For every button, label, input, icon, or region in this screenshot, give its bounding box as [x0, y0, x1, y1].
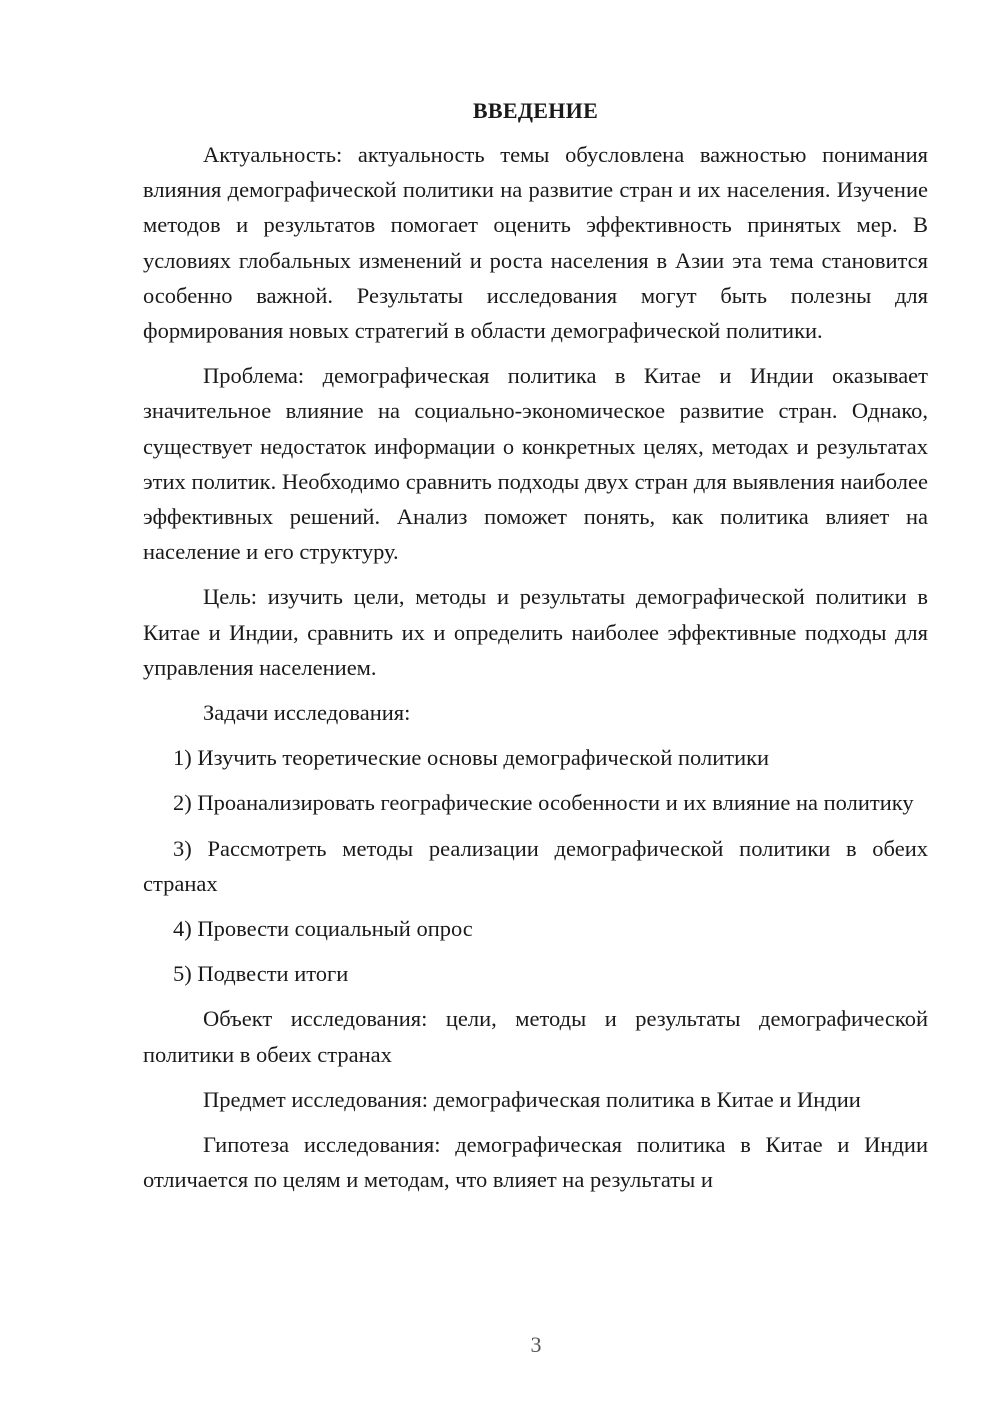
paragraph-relevance: Актуальность: актуальность темы обусловлена важностью понимания влияния демографической политики на развитие стран и их населения. Изучение методов и результатов помогает оценить эффективность принятых мер. В условиях глобальных изменений и роста населения в Азии эта тема становится особенно важной. Результаты исследования могут быть полезны для формирования новых стратегий в области демографической политики.	[143, 142, 928, 344]
page-number: 3	[530, 1332, 542, 1357]
task-item-2: 2) Проанализировать географические особенности и их влияние на политику	[173, 790, 914, 816]
paragraph-subject: Предмет исследования: демографическая политика в Китае и Индии	[203, 1086, 861, 1112]
page-content	[143, 95, 928, 1207]
task-item-1: 1) Изучить теоретические основы демографической политики	[173, 745, 770, 771]
task-item-5: 5) Подвести итоги	[173, 961, 349, 987]
task-item-3: 3) Рассмотреть методы реализации демографической политики в обеих странах	[143, 835, 928, 896]
task-item-4: 4) Провести социальный опрос	[173, 916, 473, 942]
paragraph-object: Объект исследования: цели, методы и результаты демографической политики в обеих странах	[143, 1006, 928, 1067]
paragraph-hypothesis: Гипотеза исследования: демографическая политика в Китае и Индии отличается по целям и методам, что влияет на результаты и	[143, 1132, 928, 1193]
section-title: ВВЕДЕНИЕ	[472, 98, 599, 123]
paragraph-problem: Проблема: демографическая политика в Китае и Индии оказывает значительное влияние на социально-экономическое развитие стран. Однако, существует недостаток информации о конкретных целях, методах и результатах этих политик. Необходимо сравнить подходы двух стран для выявления наиболее эффективных решений. Анализ поможет понять, как политика влияет на население и его структуру.	[143, 363, 928, 565]
tasks-heading: Задачи исследования:	[203, 700, 411, 726]
paragraph-goal: Цель: изучить цели, методы и результаты демографической политики в Китае и Индии, сравнить их и определить наиболее эффективные подходы для управления населением.	[143, 584, 928, 680]
